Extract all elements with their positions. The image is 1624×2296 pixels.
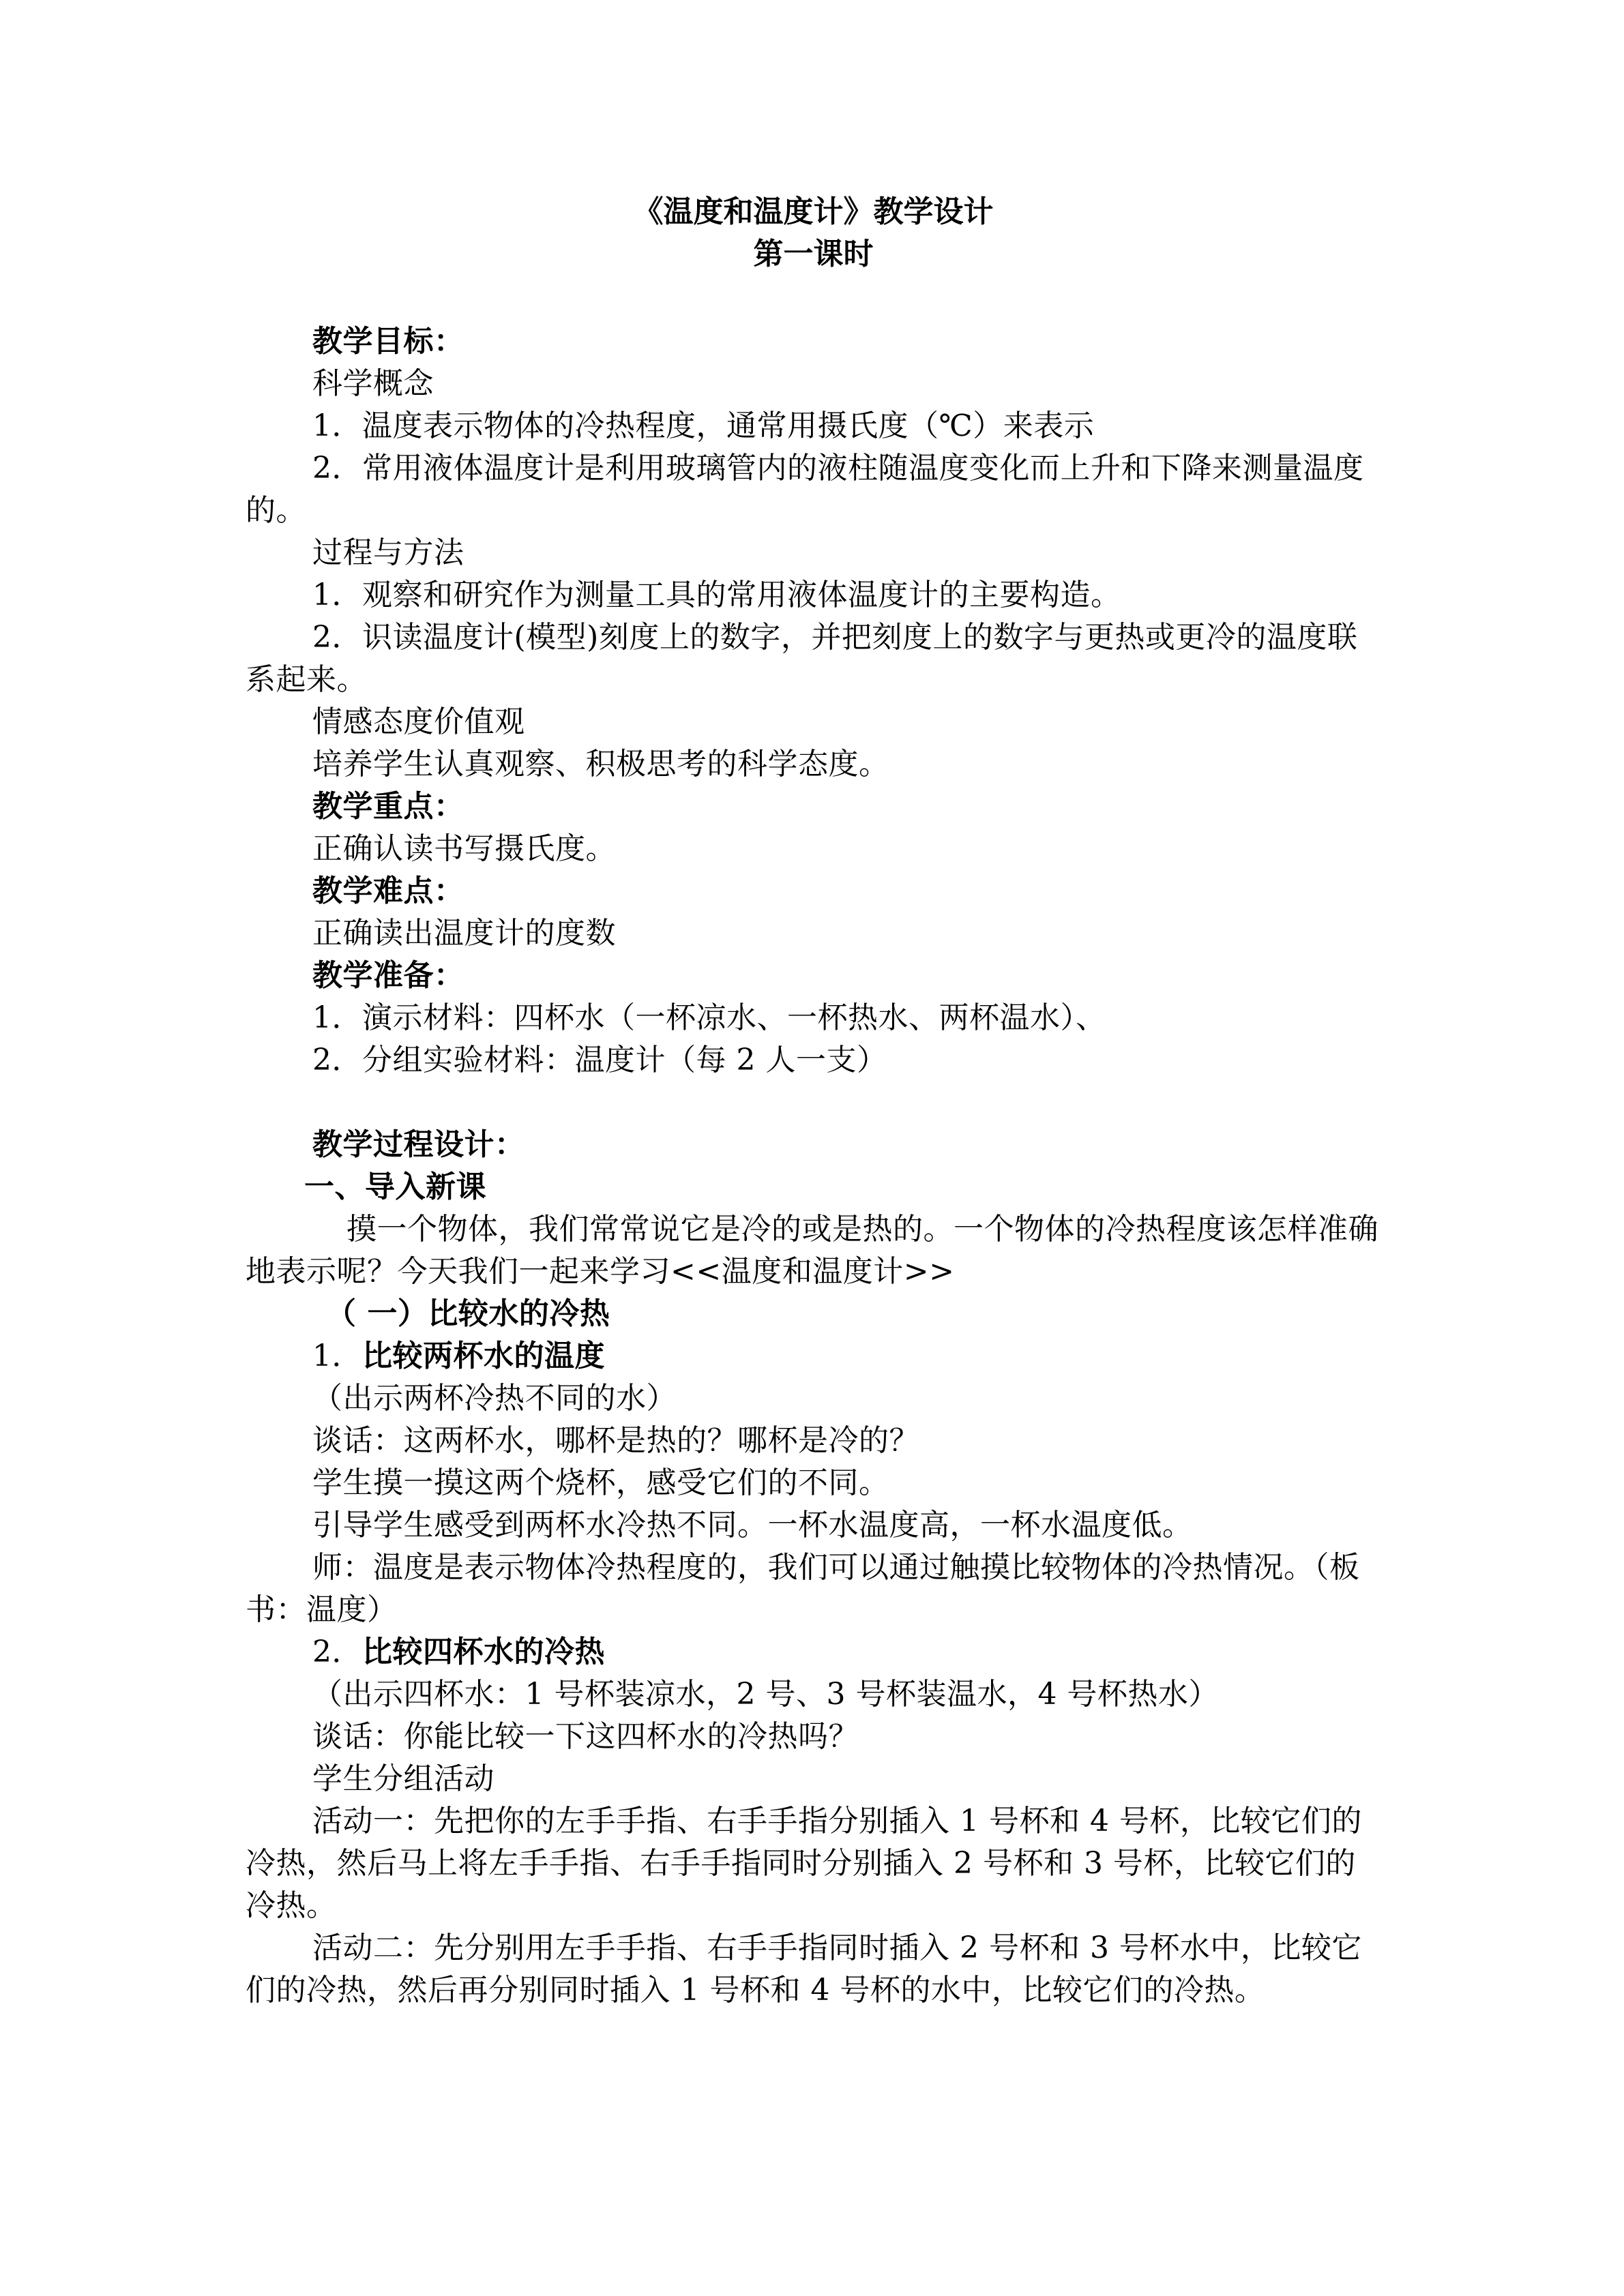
section-heading-1: 一、导入新课: [304, 1169, 486, 1204]
spacer: [246, 275, 1381, 320]
preparation-heading: 教学准备：: [312, 958, 464, 993]
item-2-group: 学生分组活动: [312, 1761, 494, 1796]
concept-item-1: 1．温度表示物体的冷热程度，通常用摄氏度（℃）来表示: [312, 408, 1095, 443]
activity-2-paragraph: 活动二：先分别用左手手指、右手手指同时插入 2 号杯和 3 号杯水中，比较它们的冷热，然后再分别同时插入 1 号杯和 4 号杯的水中，比较它们的冷热。: [246, 1930, 1362, 2008]
item-number: 1．: [312, 1339, 362, 1373]
item-2-talk: 谈话：你能比较一下这四杯水的冷热吗？: [312, 1719, 859, 1754]
concept-heading: 科学概念: [312, 366, 434, 401]
document-page: [246, 191, 1381, 2012]
document-subtitle: 第一课时: [753, 237, 874, 271]
item-number: 2．: [312, 1635, 362, 1669]
intro-paragraph: 摸一个物体，我们常常说它是冷的或是热的。一个物体的冷热程度该怎样准确地表示呢？今天我们一起来学习<<温度和温度计>>: [246, 1212, 1378, 1289]
item-1-student: 学生摸一摸这两个烧杯，感受它们的不同。: [312, 1465, 889, 1500]
process-design-heading: 教学过程设计：: [312, 1127, 525, 1162]
difficulty-heading: 教学难点：: [312, 874, 464, 908]
difficulty-item: 正确读出温度计的度数: [312, 916, 616, 951]
item-1-talk: 谈话：这两杯水，哪杯是热的？哪杯是冷的？: [312, 1423, 919, 1458]
item-title: 比较四杯水的冷热: [362, 1635, 605, 1669]
concept-item-2: 2．常用液体温度计是利用玻璃管内的液柱随温度变化而上升和下降来测量温度的。: [246, 451, 1364, 528]
subsection-heading-1: （ 一）比较水的冷热: [326, 1296, 610, 1331]
key-points-item: 正确认读书写摄氏度。: [312, 831, 616, 866]
spacer: [246, 1082, 1381, 1124]
key-points-heading: 教学重点：: [312, 789, 464, 824]
document-title: 《温度和温度计》教学设计: [633, 194, 994, 229]
item-1-guide: 引导学生感受到两杯水冷热不同。一杯水温度高，一杯水温度低。: [312, 1508, 1193, 1542]
preparation-item-2: 2．分组实验材料：温度计（每 2 人一支）: [312, 1043, 887, 1077]
item-title: 比较两杯水的温度: [362, 1339, 605, 1373]
item-1-show: （出示两杯冷热不同的水）: [312, 1381, 677, 1416]
attitude-item-1: 培养学生认真观察、积极思考的科学态度。: [312, 747, 889, 781]
process-heading: 过程与方法: [312, 535, 464, 570]
item-2-show: （出示四杯水：1 号杯装凉水，2 号、3 号杯装温水，4 号杯热水）: [312, 1677, 1219, 1712]
process-item-2: 2．识读温度计(模型)刻度上的数字，并把刻度上的数字与更热或更冷的温度联系起来。: [246, 620, 1358, 697]
item-heading-2: [246, 1631, 1381, 1673]
preparation-item-1: 1．演示材料：四杯水（一杯凉水、一杯热水、两杯温水）、: [312, 1000, 1106, 1035]
item-heading-1: [246, 1335, 1381, 1377]
activity-1-paragraph: 活动一：先把你的左手手指、右手手指分别插入 1 号杯和 4 号杯，比较它们的冷热，然后马上将左手手指、右手手指同时分别插入 2 号杯和 3 号杯，比较它们的冷热。: [246, 1804, 1362, 1923]
attitude-heading: 情感态度价值观: [312, 704, 525, 739]
process-item-1: 1．观察和研究作为测量工具的常用液体温度计的主要构造。: [312, 578, 1121, 612]
objectives-heading: 教学目标：: [312, 324, 464, 359]
item-1-teacher: 师：温度是表示物体冷热程度的，我们可以通过触摸比较物体的冷热情况。（板书：温度）: [246, 1550, 1360, 1627]
